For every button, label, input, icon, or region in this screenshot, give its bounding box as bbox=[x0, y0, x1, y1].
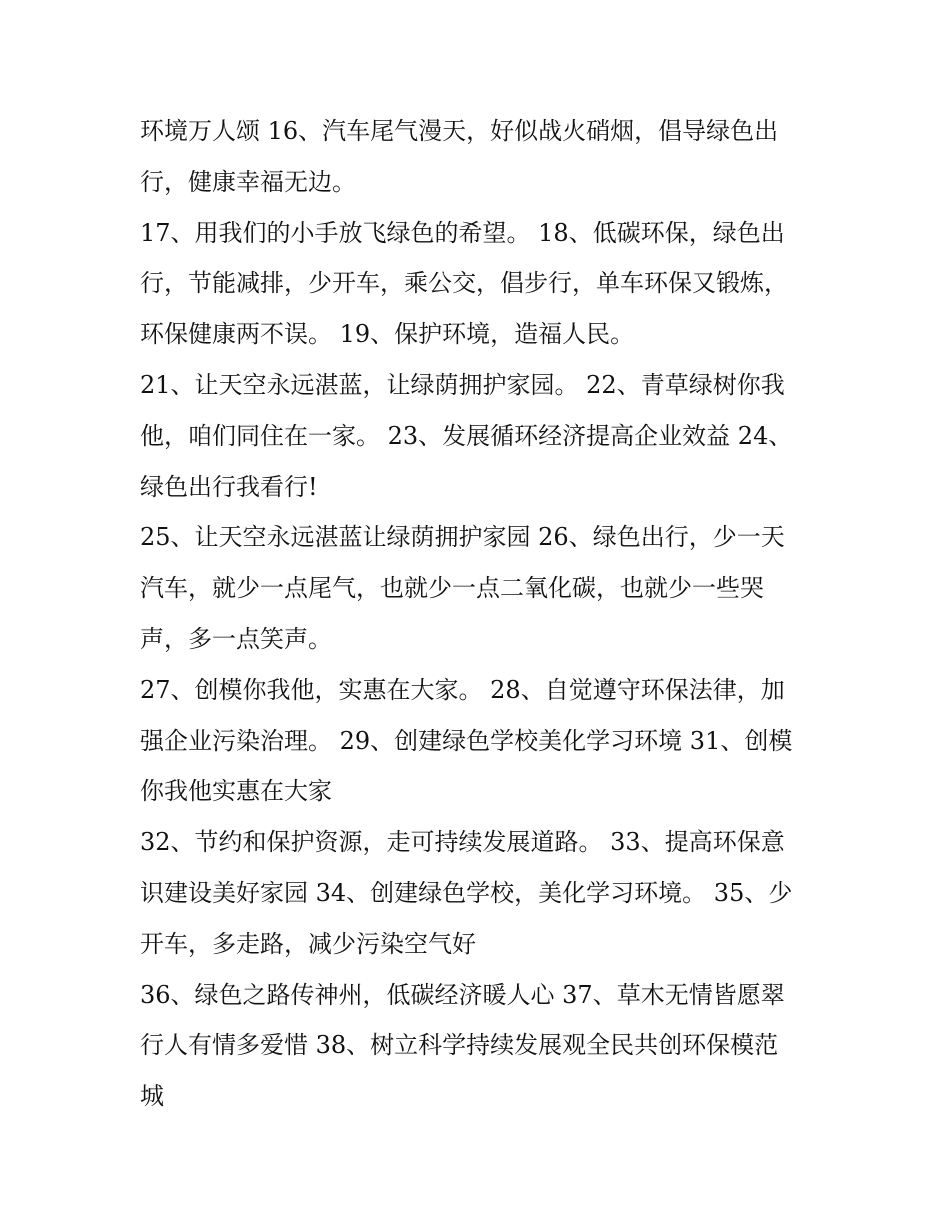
paragraph-2: 17、用我们的小手放飞绿色的希望。 18、低碳环保，绿色出 行，节能减排，少开车，乘公交，倡步行，单车环保又锻炼， 环保健康两不误。 19、保护环境，造福人民。 bbox=[140, 218, 788, 349]
paragraph-5: 27、创模你我他，实惠在大家。 28、自觉遵守环保法律，加 强企业污染治理。 29、创建绿色学校美化学习环境 31、创模 你我他实惠在大家 bbox=[140, 675, 793, 806]
paragraph-3: 21、让天空永远湛蓝，让绿荫拥护家园。 22、青草绿树你我 他，咱们同住在一家。 23、发展循环经济提高企业效益 24、 绿色出行我看行! bbox=[140, 370, 793, 501]
paragraph-7: 36、绿色之路传神州，低碳经济暖人心 37、草木无情皆愿翠 行人有情多爱惜 38、树立科学持续发展观全民共创环保模范 城 bbox=[140, 980, 785, 1111]
paragraph-4: 25、让天空永远湛蓝让绿荫拥护家园 26、绿色出行，少一天 汽车，就少一点尾气，也就少一点二氧化碳，也就少一些哭 声，多一点笑声。 bbox=[140, 523, 785, 653]
paragraph-6: 32、节约和保护资源，走可持续发展道路。 33、提高环保意 识建设美好家园 34、创建绿色学校，美化学习环境。 35、少 开车，多走路，减少污染空气好 bbox=[140, 828, 793, 958]
paragraph-1: 环境万人颂 16、汽车尾气漫天，好似战火硝烟，倡导绿色出 行，健康幸福无边。 bbox=[140, 117, 779, 196]
document-body bbox=[140, 106, 820, 1122]
